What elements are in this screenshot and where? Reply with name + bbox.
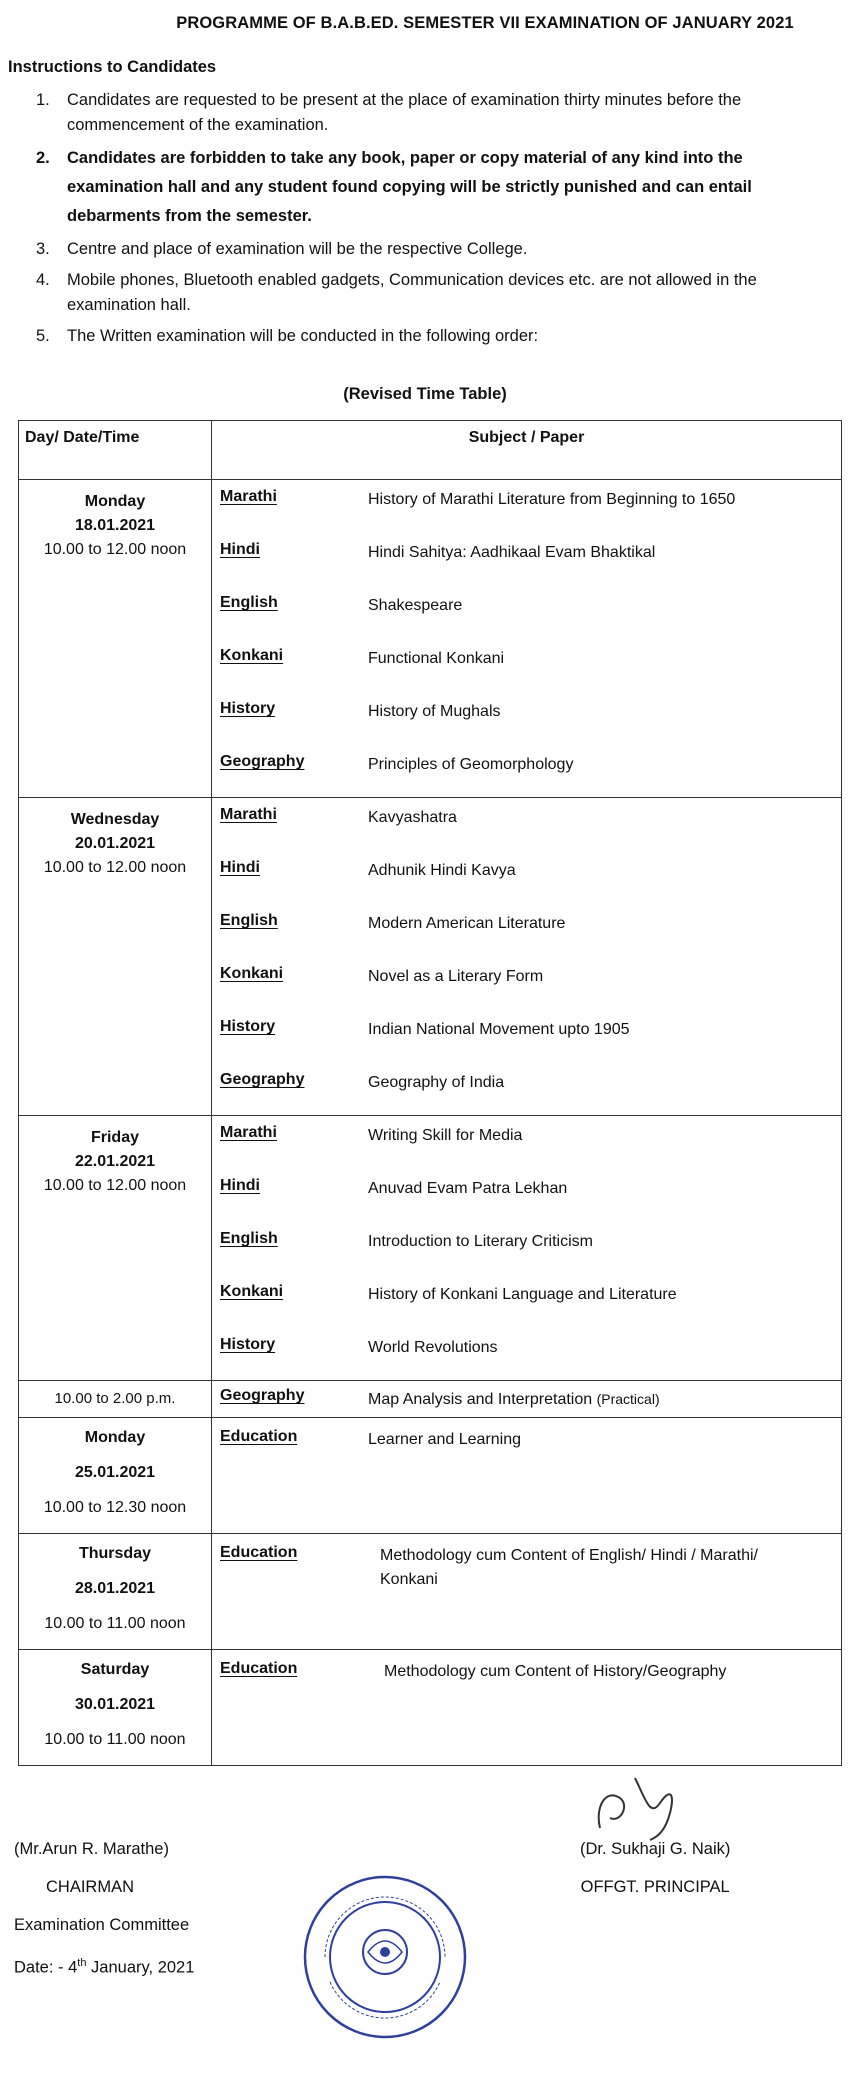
table-row xyxy=(19,480,842,798)
instructions-heading: Instructions to Candidates xyxy=(8,58,217,76)
paper-title: Methodology cum Content of English/ Hindi / Marathi/ Konkani xyxy=(380,1547,758,1588)
day-cell xyxy=(19,1418,212,1534)
subject-row xyxy=(212,1283,841,1336)
exam-time: 10.00 to 12.00 noon xyxy=(43,541,187,558)
subject-name: English xyxy=(220,912,278,929)
paper-title: Modern American Literature xyxy=(368,915,566,932)
instructions-list xyxy=(30,88,820,355)
timetable xyxy=(18,420,842,1766)
paper-title: Geography of India xyxy=(368,1074,505,1091)
instruction-number: 1. xyxy=(36,91,50,109)
subject-name: Marathi xyxy=(220,1124,277,1141)
document-title: PROGRAMME OF B.A.B.ED. SEMESTER VII EXAMINATION OF JANUARY 2021 xyxy=(176,14,794,32)
exam-time: 10.00 to 11.00 noon xyxy=(44,1615,186,1632)
subjects-cell xyxy=(212,798,842,1116)
instruction-text: Candidates are forbidden to take any book, paper or copy material of any kind into the examination hall and any student found copying will be strictly punished and can entail debarments from the semester. xyxy=(67,149,752,225)
paper-title: Adhunik Hindi Kavya xyxy=(368,862,516,879)
subject-row xyxy=(212,1124,841,1177)
exam-date: 18.01.2021 xyxy=(74,517,156,534)
instruction-text: The Written examination will be conducted in the following order: xyxy=(67,327,539,345)
exam-date: 25.01.2021 xyxy=(74,1464,156,1481)
day-name: Saturday xyxy=(80,1661,150,1678)
exam-time: 10.00 to 2.00 p.m. xyxy=(54,1390,176,1407)
ordinal-suffix: th xyxy=(77,1957,87,1969)
subject-name: Hindi xyxy=(220,541,260,558)
subject-name: Education xyxy=(220,1660,298,1677)
instruction-item xyxy=(30,144,820,231)
practical-note: (Practical) xyxy=(596,1391,660,1407)
subjects-cell xyxy=(212,1116,842,1381)
instruction-item xyxy=(30,237,820,262)
principal-name: (Dr. Sukhaji G. Naik) xyxy=(580,1840,731,1858)
paper-title: Shakespeare xyxy=(368,597,463,614)
paper-title: History of Marathi Literature from Beginning to 1650 xyxy=(368,491,736,508)
day-cell xyxy=(19,1650,212,1766)
table-row xyxy=(19,798,842,1116)
day-cell xyxy=(19,798,212,1116)
subject-row xyxy=(212,1230,841,1283)
table-row xyxy=(19,1534,842,1650)
exam-date: 22.01.2021 xyxy=(74,1153,156,1170)
subject-row xyxy=(212,700,841,753)
paper-title-wrap xyxy=(368,1387,841,1412)
exam-time: 10.00 to 12.30 noon xyxy=(43,1499,187,1516)
paper-title: World Revolutions xyxy=(368,1339,498,1356)
table-row xyxy=(19,1116,842,1381)
paper-title: Indian National Movement upto 1905 xyxy=(368,1021,630,1038)
paper-title: Writing Skill for Media xyxy=(368,1127,523,1144)
instruction-number: 5. xyxy=(36,327,50,345)
exam-time: 10.00 to 11.00 noon xyxy=(44,1731,186,1748)
subject-name: History xyxy=(220,1336,276,1353)
exam-date: 30.01.2021 xyxy=(74,1696,156,1713)
instruction-number: 3. xyxy=(36,240,50,258)
subject-row xyxy=(212,1071,841,1107)
day-cell xyxy=(19,1534,212,1650)
day-cell xyxy=(19,1381,212,1418)
paper-title: Novel as a Literary Form xyxy=(368,968,544,985)
subjects-cell xyxy=(212,1650,842,1766)
subject-row xyxy=(212,1381,841,1417)
subject-row xyxy=(212,965,841,1018)
exam-date: 28.01.2021 xyxy=(74,1580,156,1597)
subject-name: Hindi xyxy=(220,859,260,876)
subject-row xyxy=(212,806,841,859)
subjects-cell xyxy=(212,1418,842,1534)
column-header-day: Day/ Date/Time xyxy=(19,421,212,480)
chairman-name: (Mr.Arun R. Marathe) xyxy=(14,1840,169,1858)
instruction-number: 2. xyxy=(36,149,50,167)
subject-name: Geography xyxy=(220,753,305,770)
day-name: Thursday xyxy=(78,1545,151,1562)
subjects-cell xyxy=(212,1381,842,1418)
subject-row xyxy=(212,753,841,789)
subject-row xyxy=(212,594,841,647)
exam-date: 20.01.2021 xyxy=(74,835,156,852)
exam-time: 10.00 to 12.00 noon xyxy=(43,1177,187,1194)
table-row xyxy=(19,1381,842,1418)
subject-name: Education xyxy=(220,1428,298,1445)
subject-row xyxy=(212,1018,841,1071)
paper-title: Introduction to Literary Criticism xyxy=(368,1233,593,1250)
instruction-item xyxy=(30,268,820,318)
subject-row xyxy=(212,541,841,594)
instruction-number: 4. xyxy=(36,271,50,289)
paper-title: History of Mughals xyxy=(368,703,501,720)
subjects-cell xyxy=(212,480,842,798)
day-cell xyxy=(19,480,212,798)
subject-name: Geography xyxy=(220,1071,305,1088)
principal-title: OFFGT. PRINCIPAL xyxy=(580,1878,730,1896)
paper-title: Anuvad Evam Patra Lekhan xyxy=(368,1180,568,1197)
subject-name: English xyxy=(220,594,278,611)
paper-title: Functional Konkani xyxy=(368,650,505,667)
issue-date: Date: - 4th January, 2021 xyxy=(14,1957,195,1977)
day-name: Monday xyxy=(84,493,146,510)
paper-title: Learner and Learning xyxy=(368,1431,522,1448)
table-header-row xyxy=(19,421,842,480)
subject-row xyxy=(212,859,841,912)
subject-row xyxy=(212,912,841,965)
table-row xyxy=(19,1418,842,1534)
day-name: Friday xyxy=(90,1129,139,1146)
subject-name: Konkani xyxy=(220,965,284,982)
subject-name: Konkani xyxy=(220,647,284,664)
paper-title: Methodology cum Content of History/Geography xyxy=(384,1663,727,1680)
subject-row xyxy=(212,488,841,541)
paper-title: Kavyashatra xyxy=(368,809,457,826)
college-seal-image xyxy=(300,1872,470,2042)
paper-title: Map Analysis and Interpretation xyxy=(368,1391,593,1408)
subject-row xyxy=(212,1418,841,1481)
subject-name: Hindi xyxy=(220,1177,260,1194)
subject-name: History xyxy=(220,700,276,717)
instruction-text: Candidates are requested to be present at the place of examination thirty minutes before the commencement of the examination. xyxy=(67,91,742,134)
subject-name: English xyxy=(220,1230,278,1247)
revised-label: (Revised Time Table) xyxy=(343,385,507,403)
principal-signature-block xyxy=(580,1830,730,1906)
subject-name: Marathi xyxy=(220,806,277,823)
subject-row xyxy=(212,1336,841,1372)
paper-title: Hindi Sahitya: Aadhikaal Evam Bhaktikal xyxy=(368,544,656,561)
subject-name: Geography xyxy=(220,1387,305,1404)
instruction-item xyxy=(30,324,820,349)
subject-name: Education xyxy=(220,1544,298,1561)
table-row xyxy=(19,1650,842,1766)
subject-row xyxy=(212,1177,841,1230)
subject-row xyxy=(212,647,841,700)
subject-row xyxy=(212,1534,841,1597)
column-header-subject: Subject / Paper xyxy=(212,421,842,480)
instruction-item xyxy=(30,88,820,138)
subject-name: Konkani xyxy=(220,1283,284,1300)
subject-row xyxy=(212,1650,841,1713)
chairman-title: CHAIRMAN xyxy=(46,1878,135,1896)
day-name: Wednesday xyxy=(70,811,160,828)
day-cell xyxy=(19,1116,212,1381)
exam-time: 10.00 to 12.00 noon xyxy=(43,859,187,876)
paper-title: History of Konkani Language and Literature xyxy=(368,1286,677,1303)
committee-name: Examination Committee xyxy=(14,1916,190,1934)
subject-name: History xyxy=(220,1018,276,1035)
instruction-text: Mobile phones, Bluetooth enabled gadgets, Communication devices etc. are not allowed in the examination hall. xyxy=(67,271,757,314)
instruction-text: Centre and place of examination will be the respective College. xyxy=(67,240,528,258)
paper-title: Principles of Geomorphology xyxy=(368,756,574,773)
subjects-cell xyxy=(212,1534,842,1650)
chairman-signature-block xyxy=(14,1830,194,1987)
subject-name: Marathi xyxy=(220,488,277,505)
day-name: Monday xyxy=(84,1429,146,1446)
